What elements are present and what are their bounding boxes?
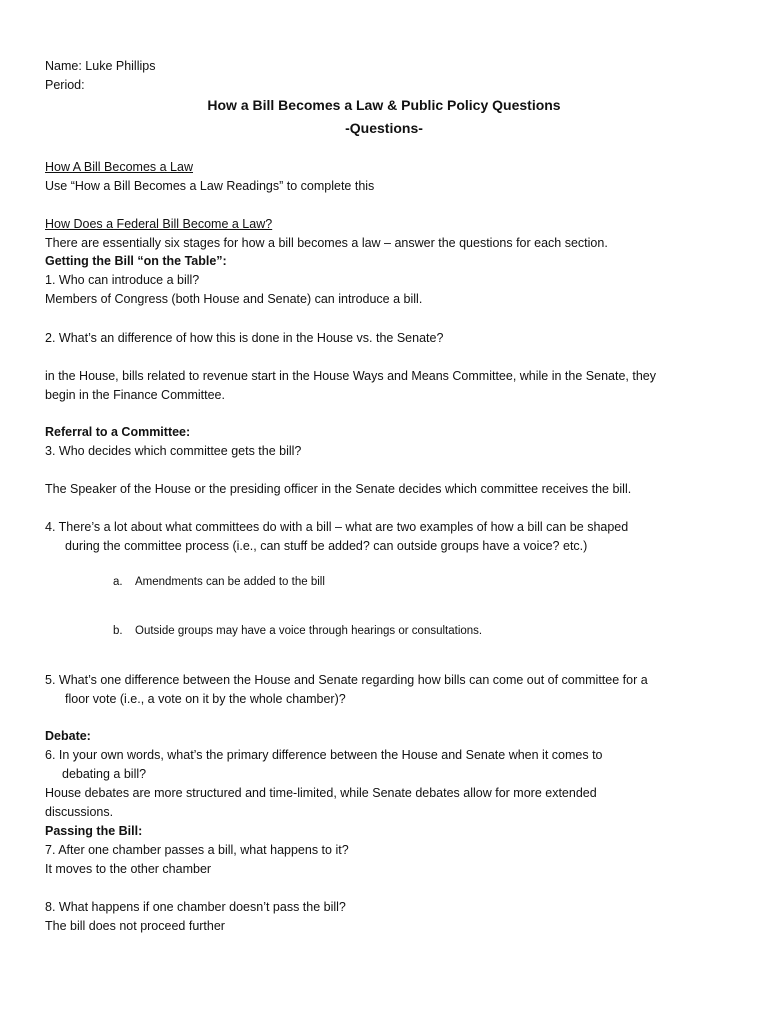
stage-heading-passing: Passing the Bill: (45, 824, 143, 838)
question-5-line-1: 5. What’s one difference between the House and Senate regarding how bills can come out of committee for a (45, 673, 648, 687)
section-heading-federal-bill: How Does a Federal Bill Become a Law? (45, 217, 273, 231)
document-title: How a Bill Becomes a Law & Public Policy Questions (207, 97, 561, 113)
question-2: 2. What’s an difference of how this is done in the House vs. the Senate? (45, 331, 444, 345)
question-6-line-1: 6. In your own words, what’s the primary difference between the House and Senate when it comes to (45, 748, 603, 762)
answer-7: It moves to the other chamber (45, 862, 212, 876)
answer-1: Members of Congress (both House and Senate) can introduce a bill. (45, 292, 423, 306)
answer-6-line-1: House debates are more structured and time-limited, while Senate debates allow for more extended (45, 786, 597, 800)
question-4-line-1: 4. There’s a lot about what committees do with a bill – what are two examples of how a bill can be shaped (45, 520, 629, 534)
answer-4a: Amendments can be added to the bill (135, 576, 325, 588)
section-instruction: Use “How a Bill Becomes a Law Readings” to complete this (45, 179, 375, 193)
question-6-line-2: debating a bill? (62, 767, 147, 781)
stage-heading-on-the-table: Getting the Bill “on the Table”: (45, 254, 227, 268)
answer-4b: Outside groups may have a voice through hearings or consultations. (135, 625, 483, 637)
answer-3: The Speaker of the House or the presiding officer in the Senate decides which committee receives the bill. (45, 482, 632, 496)
answer-4a-marker: a. (113, 576, 123, 588)
answer-4b-marker: b. (113, 625, 123, 637)
question-3: 3. Who decides which committee gets the bill? (45, 444, 302, 458)
answer-8: The bill does not proceed further (45, 919, 225, 933)
stage-heading-debate: Debate: (45, 729, 91, 743)
stage-heading-referral: Referral to a Committee: (45, 425, 191, 439)
period-field: Period: (45, 78, 85, 92)
question-4-line-2: during the committee process (i.e., can stuff be added? can outside groups have a voice? etc.) (65, 539, 588, 553)
section-intro: There are essentially six stages for how a bill becomes a law – answer the questions for each section. (45, 236, 608, 250)
question-8: 8. What happens if one chamber doesn’t pass the bill? (45, 900, 346, 914)
question-1: 1. Who can introduce a bill? (45, 273, 200, 287)
answer-2-line-2: begin in the Finance Committee. (45, 388, 225, 402)
document-subtitle: -Questions- (345, 120, 423, 136)
answer-2-line-1: in the House, bills related to revenue start in the House Ways and Means Committee, while in the Senate, they (45, 369, 656, 383)
student-name: Name: Luke Phillips (45, 59, 156, 73)
section-heading-how-a-bill: How A Bill Becomes a Law (45, 160, 193, 174)
question-7: 7. After one chamber passes a bill, what happens to it? (45, 843, 349, 857)
question-5-line-2: floor vote (i.e., a vote on it by the whole chamber)? (65, 692, 346, 706)
answer-6-line-2: discussions. (45, 805, 114, 819)
